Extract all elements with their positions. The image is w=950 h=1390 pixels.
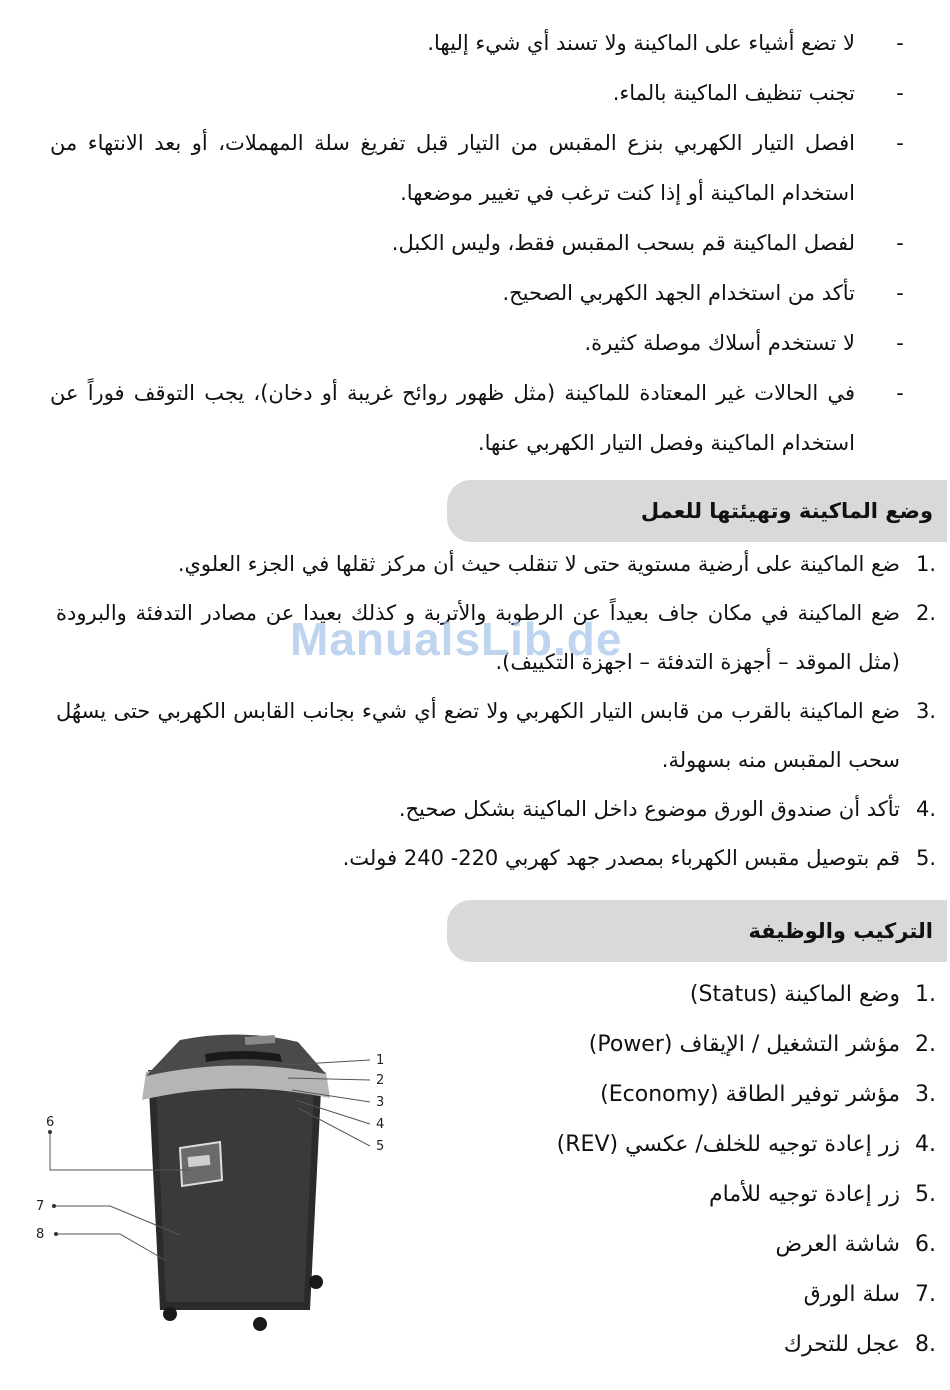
bullet-marker: - xyxy=(896,281,904,305)
figure-label: 8 xyxy=(36,1227,45,1242)
safety-bullet: - لا تستخدم أسلاك موصلة كثيرة. xyxy=(50,318,910,368)
setup-item: 1. ضع الماكينة على أرضية مستوية حتى لا تنقلب حيث أن مركز ثقلها في الجزء العلوي. xyxy=(177,552,936,576)
safety-bullet: - في الحالات غير المعتادة للماكينة (مثل ظهور روائح غريبة أو دخان)، يجب التوقف فوراً عن استخدام الماكينة وفصل التيار الكهربي عنها. xyxy=(50,368,910,468)
figure-label: 2 xyxy=(376,1073,385,1088)
function-item: 8. عجل للتحرك xyxy=(783,1332,936,1357)
function-list xyxy=(466,970,936,1370)
bullet-marker: - xyxy=(896,231,904,255)
bullet-marker: - xyxy=(896,331,904,355)
setup-list xyxy=(56,540,936,883)
watermark: ManualsLib.de xyxy=(290,613,623,665)
safety-bullet: - لا تضع أشياء على الماكينة ولا تسند أي شيء إليها. xyxy=(50,18,910,68)
setup-item: 4. تأكد أن صندوق الورق موضوع داخل الماكينة بشكل صحيح. xyxy=(398,797,936,821)
function-section-title: التركيب والوظيفة xyxy=(447,900,947,962)
bullet-marker: - xyxy=(896,81,904,105)
function-item: 3. مؤشر توفير الطاقة (Economy) xyxy=(600,1082,936,1107)
shredder-figure xyxy=(30,1020,410,1340)
setup-item: 3. ضع الماكينة بالقرب من قابس التيار الكهربي ولا تضع أي شيء بجانب القابس الكهربي حتى يسهُل سحب المقبس منه بسهولة. xyxy=(56,699,936,772)
safety-bullet: - افصل التيار الكهربي بنزع المقبس من التيار قبل تفريغ سلة المهملات، أو بعد الانتهاء من استخدام الماكينة أو إذا كنت ترغب في تغيير موضعها. xyxy=(50,118,910,218)
function-item: 1. وضع الماكينة (Status) xyxy=(689,982,936,1007)
figure-label: 6 xyxy=(46,1115,55,1130)
bullet-marker: - xyxy=(896,381,904,405)
setup-section-title: وضع الماكينة وتهيئتها للعمل xyxy=(447,480,947,542)
function-item: 2. مؤشر التشغيل / الإيقاف (Power) xyxy=(588,1032,936,1057)
function-item: 4. زر إعادة توجيه للخلف/ عكسي (REV) xyxy=(556,1132,936,1157)
figure-label: 5 xyxy=(376,1139,385,1154)
safety-bullet: - تأكد من استخدام الجهد الكهربي الصحيح. xyxy=(50,268,910,318)
safety-bullet: - تجنب تنظيف الماكينة بالماء. xyxy=(50,68,910,118)
figure-label: 4 xyxy=(376,1117,385,1132)
safety-bullet: - لفصل الماكينة قم بسحب المقبس فقط، وليس الكبل. xyxy=(50,218,910,268)
function-item: 7. سلة الورق xyxy=(803,1282,936,1307)
setup-item: 2. ضع الماكينة في مكان جاف بعيداً عن الرطوبة والأتربة و كذلك بعيدا عن مصادر التدفئة والبرودة (مثل الموقد – أجهزة التدفئة – اجهزة التكييف). xyxy=(56,601,936,674)
bullet-marker: - xyxy=(896,31,904,55)
bullet-marker: - xyxy=(896,131,904,155)
function-item: 5. زر إعادة توجيه للأمام xyxy=(709,1182,936,1207)
function-item: 6. شاشة العرض xyxy=(775,1232,936,1257)
setup-item: 5. قم بتوصيل مقبس الكهرباء بمصدر جهد كهربي 220- 240 فولت. xyxy=(342,846,936,870)
figure-label: 3 xyxy=(376,1095,385,1110)
figure-label: 1 xyxy=(376,1053,385,1068)
safety-bullet-list xyxy=(50,18,910,468)
figure-label: 7 xyxy=(36,1199,45,1214)
